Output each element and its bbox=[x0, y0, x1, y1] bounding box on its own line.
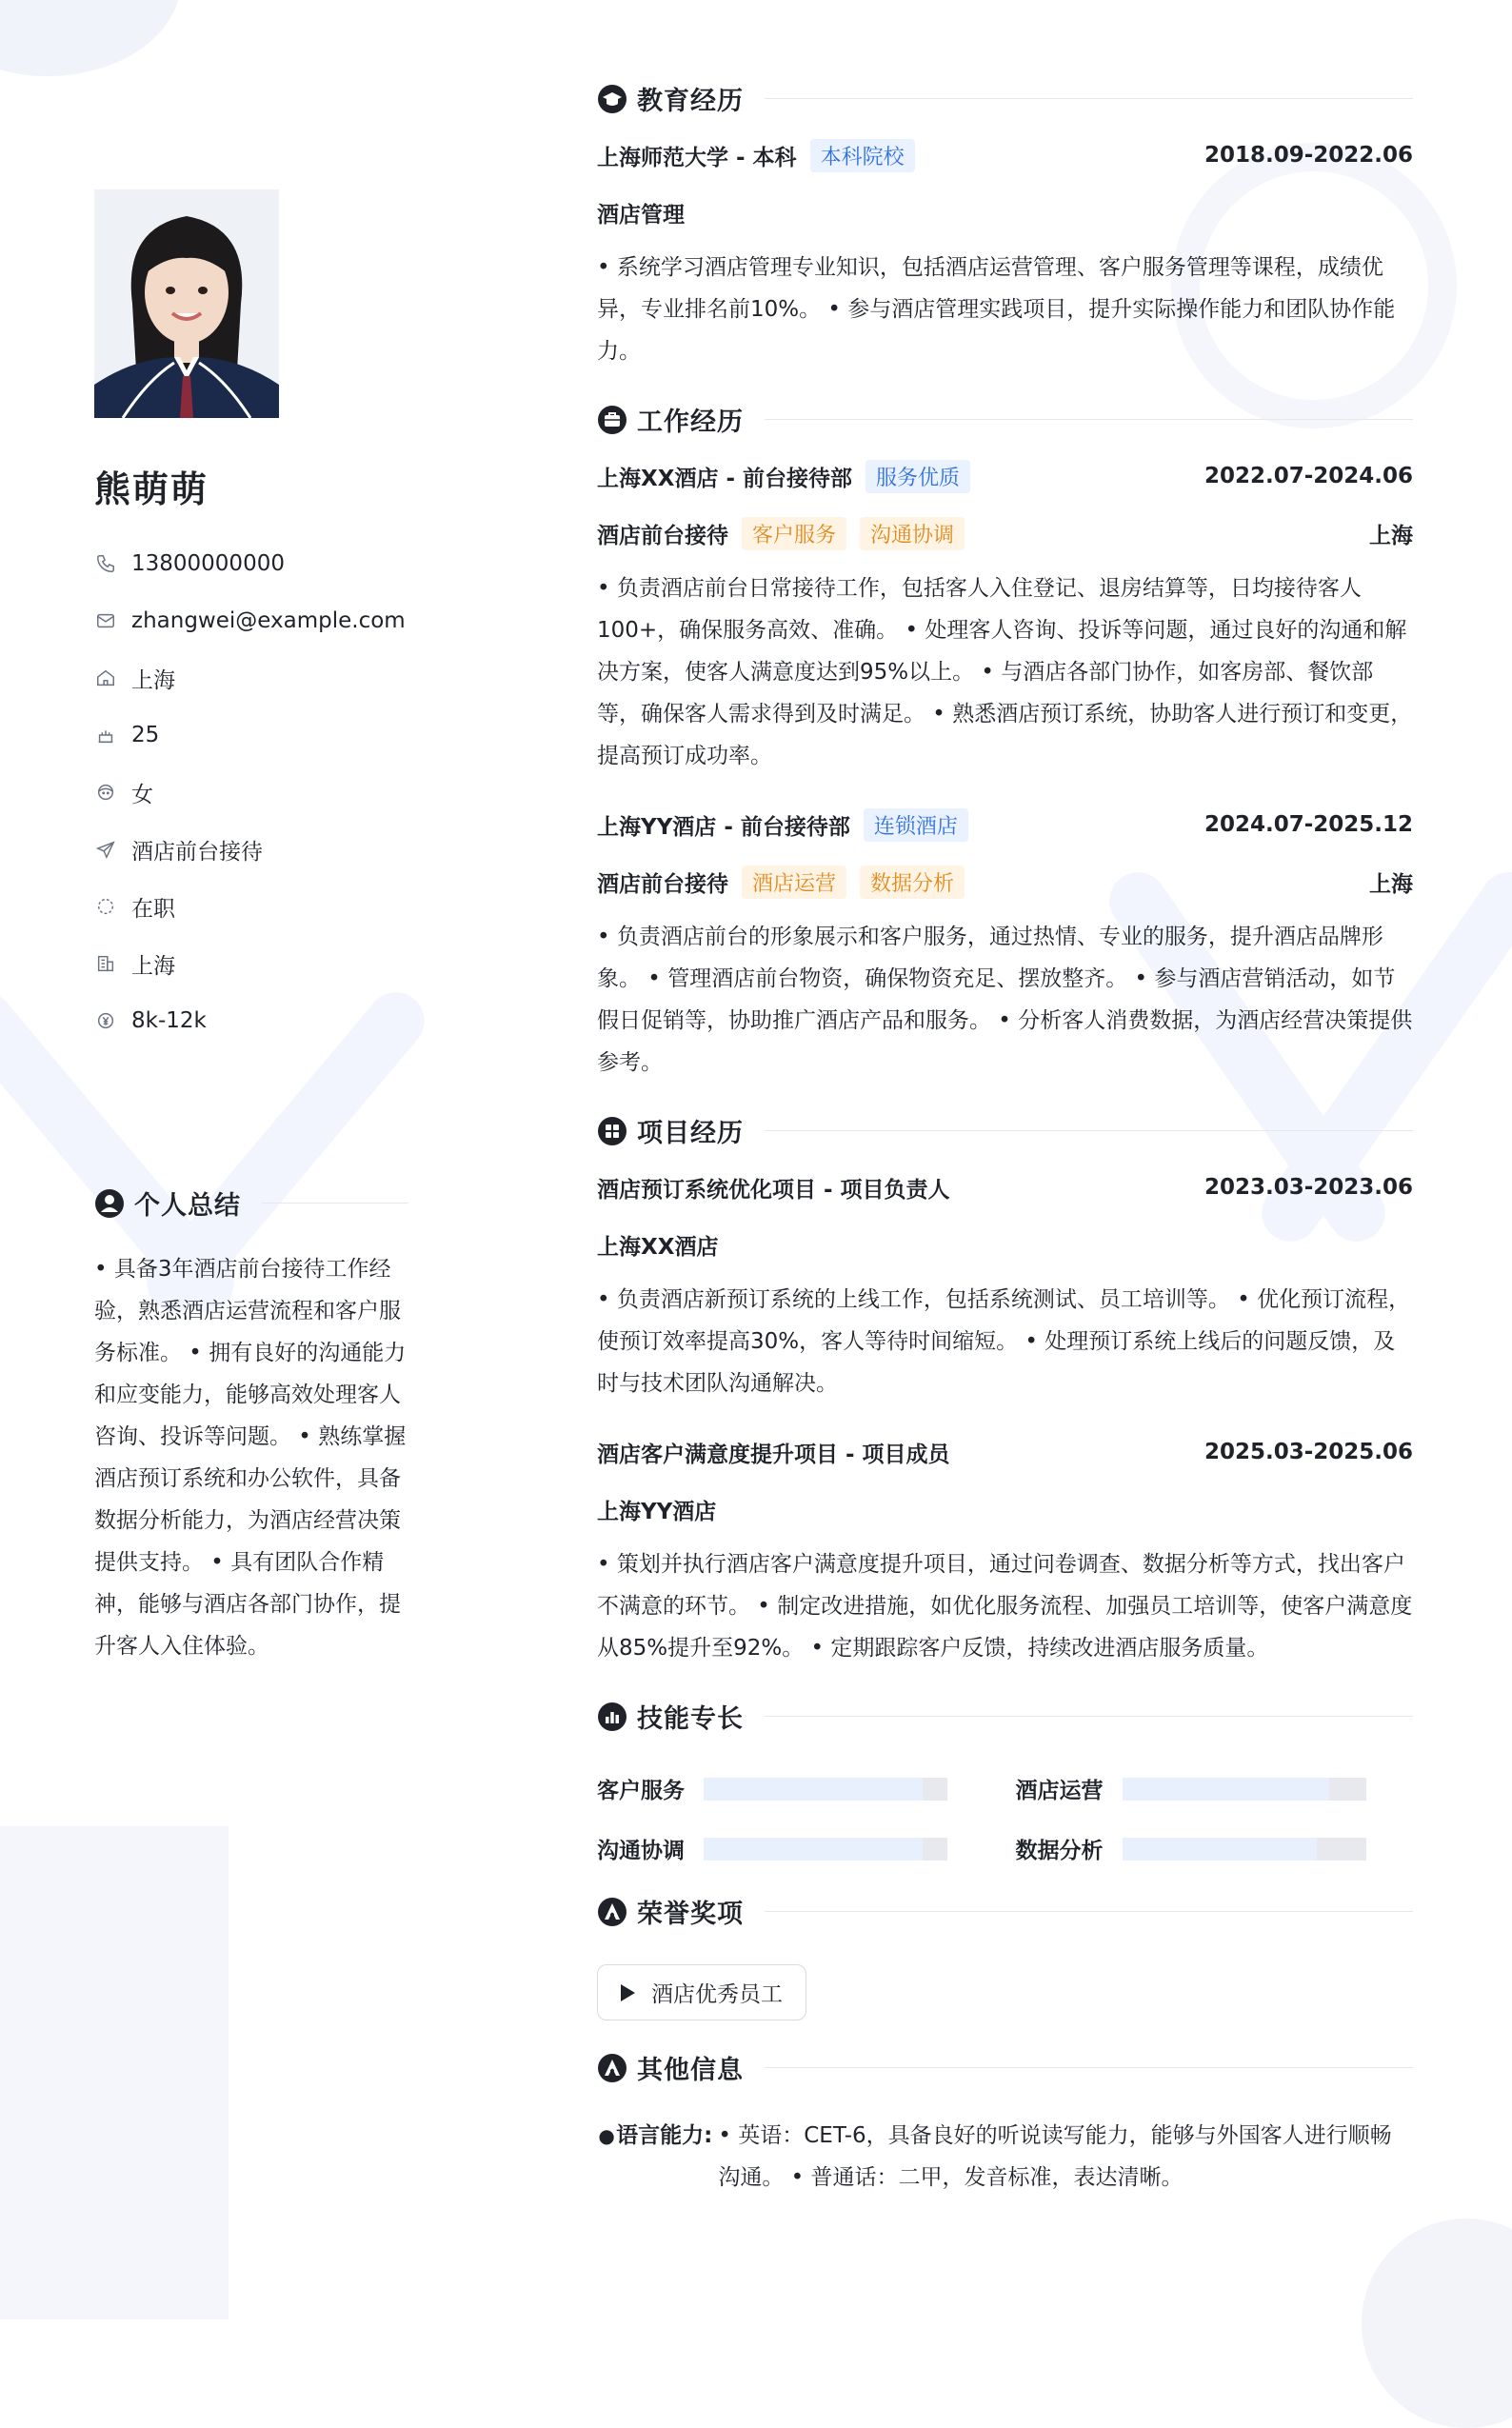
background-decoration bbox=[0, 1826, 229, 2319]
entry-subheader bbox=[597, 195, 1413, 229]
entry-header bbox=[597, 138, 1413, 172]
location: 上海 bbox=[1369, 523, 1413, 548]
list-item bbox=[597, 2115, 1413, 2199]
entry-header-left bbox=[597, 460, 970, 493]
awards-section bbox=[597, 1893, 1413, 2020]
skill-name: 数据分析 bbox=[1015, 1839, 1104, 1863]
entry-subheader bbox=[597, 865, 1413, 899]
divider bbox=[765, 1911, 1413, 1912]
project-name: 酒店预订系统优化项目 - 项目负责人 bbox=[597, 1177, 950, 1203]
date-range: 2022.07-2024.06 bbox=[1204, 464, 1413, 488]
user-icon bbox=[94, 1188, 125, 1219]
info-text: 25 bbox=[131, 723, 160, 747]
entry-description: • 负责酒店前台的形象展示和客户服务，通过热情、专业的服务，提升酒店品牌形象。 • 管理酒店前台物资，确保物资充足、摆放整齐。 • 参与酒店营销活动，如节假日促销等，协助推广酒店产品和服务。 • 分析客人消费数据，为酒店经营决策提供参考。 bbox=[597, 925, 1413, 1075]
section-title: 技能专长 bbox=[637, 1704, 744, 1734]
info-text: 在职 bbox=[131, 896, 175, 922]
skill-item bbox=[1016, 1773, 1368, 1804]
divider bbox=[765, 98, 1413, 99]
entry-description: • 策划并执行酒店客户满意度提升项目，通过问卷调查、数据分析等方式，找出客户不满意的环节。 • 制定改进措施，如优化服务流程、加强员工培训等，使客户满意度从85%提升至92%。 • 定期跟踪客户反馈，持续改进酒店服务质量。 bbox=[597, 1552, 1413, 1661]
contact-info-list bbox=[94, 535, 408, 1049]
entry-header bbox=[597, 1435, 1413, 1469]
bar-chart-icon bbox=[597, 1702, 627, 1732]
section-title: 教育经历 bbox=[637, 87, 744, 116]
other-info-list bbox=[597, 2115, 1413, 2199]
education-entry bbox=[597, 138, 1413, 372]
entry-subheader-left bbox=[597, 517, 965, 550]
section-title: 其他信息 bbox=[637, 2056, 744, 2085]
project-org: 上海XX酒店 bbox=[597, 1234, 719, 1260]
home-icon bbox=[94, 667, 117, 689]
info-status bbox=[94, 878, 408, 935]
entry-subheader bbox=[597, 516, 1413, 550]
entry-subheader bbox=[597, 1492, 1413, 1526]
date-range: 2024.07-2025.12 bbox=[1204, 812, 1413, 837]
skill-tag: 沟通协调 bbox=[860, 517, 965, 550]
section-header bbox=[597, 80, 1413, 117]
paper-plane-icon bbox=[94, 838, 117, 861]
main-content bbox=[597, 80, 1413, 2227]
skill-bar bbox=[704, 1778, 947, 1801]
skill-tag: 数据分析 bbox=[860, 866, 965, 899]
company-name: 上海YY酒店 - 前台接待部 bbox=[597, 814, 850, 840]
work-section bbox=[597, 401, 1413, 1084]
work-entry bbox=[597, 459, 1413, 777]
project-entry bbox=[597, 1170, 1413, 1404]
skill-bar bbox=[1123, 1778, 1366, 1801]
email-icon bbox=[94, 609, 117, 632]
graduation-cap-icon bbox=[597, 84, 627, 114]
skill-item bbox=[597, 1773, 949, 1804]
project-name: 酒店客户满意度提升项目 - 项目成员 bbox=[597, 1442, 950, 1467]
entry-description: • 负责酒店前台日常接待工作，包括客人入住登记、退房结算等，日均接待客人100+，确保服务高效、准确。 • 处理客人咨询、投诉等问题，通过良好的沟通和解决方案，使客人满意度达到95%以上。 • 与酒店各部门协作，如客房部、餐饮部等，确保客人需求得到及时满足。 • 熟悉酒店预订系统，协助客人进行预订和变更，提高预订成功率。 bbox=[597, 576, 1413, 768]
entry-header bbox=[597, 1170, 1413, 1204]
divider bbox=[765, 1130, 1413, 1131]
section-header bbox=[597, 1893, 1413, 1930]
date-range: 2025.03-2025.06 bbox=[1204, 1440, 1413, 1464]
award-icon bbox=[597, 1897, 627, 1927]
play-icon bbox=[619, 1983, 636, 2002]
location: 上海 bbox=[1369, 871, 1413, 897]
skill-bar-fill bbox=[1123, 1778, 1330, 1801]
bullet-icon: ● bbox=[598, 2124, 615, 2147]
section-header bbox=[597, 1698, 1413, 1735]
section-header bbox=[94, 1184, 408, 1222]
phone-icon bbox=[94, 552, 117, 575]
section-title: 项目经历 bbox=[637, 1119, 744, 1148]
entry-header-left bbox=[597, 139, 915, 172]
school-name: 上海师范大学 - 本科 bbox=[597, 145, 797, 170]
divider bbox=[262, 1203, 408, 1204]
position: 酒店前台接待 bbox=[597, 871, 728, 897]
award-label: 酒店优秀员工 bbox=[651, 1982, 783, 2007]
age-icon bbox=[94, 724, 117, 746]
entry-header bbox=[597, 459, 1413, 493]
info-text: 8k-12k bbox=[131, 1008, 207, 1033]
sidebar bbox=[94, 189, 408, 1049]
projects-section bbox=[597, 1112, 1413, 1669]
info-label: 语言能力: bbox=[616, 2123, 713, 2148]
summary-section bbox=[94, 1184, 408, 1667]
briefcase-icon bbox=[597, 405, 627, 435]
section-header bbox=[597, 2049, 1413, 2086]
other-section bbox=[597, 2049, 1413, 2199]
divider bbox=[765, 2067, 1413, 2068]
skill-item bbox=[1016, 1833, 1368, 1864]
avatar-photo bbox=[94, 189, 279, 418]
section-title: 个人总结 bbox=[134, 1191, 241, 1221]
info-job-target bbox=[94, 821, 408, 878]
skills-section bbox=[597, 1698, 1413, 1864]
info-value: • 英语：CET-6，具备良好的听说读写能力，能够与外国客人进行顺畅沟通。 • 普通话：二甲，发音标准，表达清晰。 bbox=[718, 2123, 1392, 2190]
gender-icon bbox=[94, 781, 117, 804]
skill-bar bbox=[1123, 1838, 1366, 1861]
info-age bbox=[94, 707, 408, 764]
award-badge bbox=[597, 1964, 806, 2020]
info-text: 上海 bbox=[131, 953, 175, 979]
skill-bar-fill bbox=[704, 1838, 923, 1861]
info-text: 上海 bbox=[131, 667, 175, 693]
tag-badge: 连锁酒店 bbox=[864, 808, 968, 842]
grid-icon bbox=[597, 1116, 627, 1146]
summary-text: • 具备3年酒店前台接待工作经验，熟悉酒店运营流程和客户服务标准。 • 拥有良好的沟通能力和应变能力，能够高效处理客人咨询、投诉等问题。 • 熟练掌握酒店预订系统和办公软件，具备数据分析能力，为酒店经营决策提供支持。 • 具有团队合作精神，能够与酒店各部门协作，提升客人入住体验。 bbox=[94, 1257, 407, 1659]
skills-grid bbox=[597, 1773, 1367, 1864]
entry-header-left bbox=[597, 808, 968, 842]
info-city bbox=[94, 935, 408, 992]
info-location bbox=[94, 649, 408, 707]
major: 酒店管理 bbox=[597, 202, 685, 228]
divider bbox=[765, 419, 1413, 420]
info-text: 酒店前台接待 bbox=[131, 839, 263, 865]
info-gender bbox=[94, 764, 408, 821]
skill-name: 酒店运营 bbox=[1015, 1779, 1104, 1803]
entry-description: • 负责酒店新预订系统的上线工作，包括系统测试、员工培训等。 • 优化预订流程，使预订效率提高30%，客人等待时间缩短。 • 处理预订系统上线后的问题反馈，及时与技术团队沟通解决。 bbox=[597, 1287, 1411, 1396]
work-entry bbox=[597, 807, 1413, 1084]
education-section bbox=[597, 80, 1413, 372]
info-email bbox=[94, 592, 408, 649]
info-text: 13800000000 bbox=[131, 551, 285, 576]
entry-subheader bbox=[597, 1227, 1413, 1262]
section-title: 工作经历 bbox=[637, 408, 744, 437]
info-text: zhangwei@example.com bbox=[131, 608, 406, 633]
project-org: 上海YY酒店 bbox=[597, 1499, 717, 1524]
skill-item bbox=[597, 1833, 949, 1864]
divider bbox=[765, 1716, 1413, 1717]
avatar bbox=[94, 189, 279, 418]
skill-name: 沟通协调 bbox=[597, 1839, 685, 1863]
entry-header bbox=[597, 807, 1413, 842]
background-decoration bbox=[0, 0, 181, 76]
skill-bar bbox=[704, 1838, 947, 1861]
skill-tag: 酒店运营 bbox=[742, 866, 846, 899]
section-header bbox=[597, 1112, 1413, 1149]
info-phone bbox=[94, 535, 408, 592]
project-entry bbox=[597, 1435, 1413, 1669]
salary-icon bbox=[94, 1009, 117, 1032]
skill-bar-fill bbox=[704, 1778, 923, 1801]
company-name: 上海XX酒店 - 前台接待部 bbox=[597, 466, 853, 491]
skill-name: 客户服务 bbox=[597, 1779, 685, 1803]
section-header bbox=[597, 401, 1413, 438]
skill-tag: 客户服务 bbox=[742, 517, 846, 550]
tag-badge: 服务优质 bbox=[865, 460, 970, 493]
skill-bar-fill bbox=[1123, 1838, 1318, 1861]
info-icon bbox=[597, 2053, 627, 2083]
status-icon bbox=[94, 895, 117, 918]
date-range: 2023.03-2023.06 bbox=[1204, 1175, 1413, 1200]
position: 酒店前台接待 bbox=[597, 523, 728, 548]
candidate-name: 熊萌萌 bbox=[94, 468, 209, 510]
date-range: 2018.09-2022.06 bbox=[1204, 143, 1413, 168]
entry-description: • 系统学习酒店管理专业知识，包括酒店运营管理、客户服务管理等课程，成绩优异，专业排名前10%。 • 参与酒店管理实践项目，提升实际操作能力和团队协作能力。 bbox=[597, 255, 1396, 364]
building-icon bbox=[94, 952, 117, 975]
background-decoration bbox=[1362, 2219, 1512, 2428]
info-text: 女 bbox=[131, 782, 153, 807]
section-title: 荣誉奖项 bbox=[637, 1900, 744, 1929]
tag-badge: 本科院校 bbox=[810, 139, 915, 172]
info-salary bbox=[94, 992, 408, 1049]
entry-subheader-left bbox=[597, 866, 965, 899]
